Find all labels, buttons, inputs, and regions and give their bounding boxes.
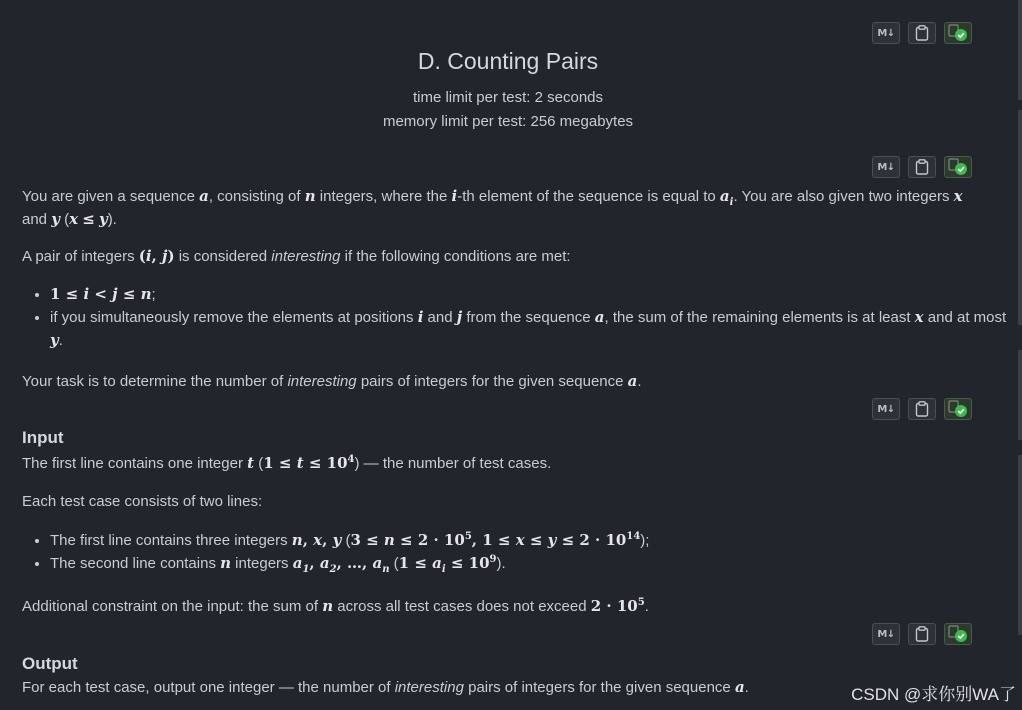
- clipboard-icon: [915, 159, 929, 175]
- check-badge-icon: [948, 24, 968, 42]
- input-paragraph: Each test case consists of two lines:: [22, 493, 263, 510]
- input-heading: Input: [22, 428, 64, 447]
- statement-paragraph: A pair of integers (i, j) is considered interesting if the following conditions are met:: [22, 247, 571, 265]
- markdown-button[interactable]: M↓: [872, 623, 900, 645]
- copy-button[interactable]: [908, 156, 936, 178]
- markdown-button[interactable]: M↓: [872, 398, 900, 420]
- check-badge-icon: [948, 625, 968, 643]
- list-item: • The second line contains n integers $a_1$, $a_2$, …, $a_n$ $(1 \le a_i \le 10^9)$.: [50, 552, 1010, 575]
- problem-title: D. Counting Pairs: [417, 48, 599, 74]
- input-lines-list: [22, 529, 1010, 575]
- scrollbar-track[interactable]: [1018, 455, 1022, 635]
- statement-paragraph: You are given a sequence a, consisting of n integers, where the i-th element of the sequence is equal to $a_i$. You are also given two integers x and y (x ≤ y).: [22, 187, 963, 228]
- check-badge-icon: [948, 158, 968, 176]
- output-heading: Output: [22, 654, 78, 673]
- checker-button[interactable]: [944, 398, 972, 420]
- scrollbar-track[interactable]: [1018, 350, 1022, 440]
- check-badge-icon: [948, 400, 968, 418]
- markdown-button[interactable]: M↓: [872, 156, 900, 178]
- header-toolbar: [872, 22, 972, 44]
- input-toolbar: [872, 398, 972, 420]
- checker-button[interactable]: [944, 623, 972, 645]
- input-paragraph: The first line contains one integer t $(1 \le t \le 10^4)$ — the number of test cases.: [22, 454, 552, 472]
- list-item: • 1 ≤ i < j ≤ n;: [50, 283, 1010, 306]
- time-limit: time limit per test: 2 seconds: [412, 89, 604, 106]
- input-paragraph: Additional constraint on the input: the sum of n across all test cases does not exceed $2 \cdot 10^5$.: [22, 597, 649, 615]
- list-item: • The first line contains three integers n, x, y ($3 \le n \le 2 \cdot 10^5$, $1 \le x \le y \le 2 \cdot 10^{14}$);: [50, 529, 1010, 552]
- checker-button[interactable]: [944, 22, 972, 44]
- clipboard-icon: [915, 401, 929, 417]
- clipboard-icon: [915, 25, 929, 41]
- checker-button[interactable]: [944, 156, 972, 178]
- scrollbar-track[interactable]: [1018, 110, 1022, 325]
- memory-limit: memory limit per test: 256 megabytes: [382, 113, 634, 130]
- markdown-button[interactable]: M↓: [872, 22, 900, 44]
- list-item: • if you simultaneously remove the elements at positions i and j from the sequence a, the sum of the remaining elements is at least x and at most y.: [50, 306, 1010, 352]
- copy-button[interactable]: [908, 22, 936, 44]
- statement-paragraph: Your task is to determine the number of interesting pairs of integers for the given sequence a.: [22, 372, 642, 390]
- copy-button[interactable]: [908, 623, 936, 645]
- watermark: CSDN @求你别WA了: [851, 685, 1016, 704]
- conditions-list: [22, 283, 1010, 352]
- output-toolbar: [872, 623, 972, 645]
- clipboard-icon: [915, 626, 929, 642]
- statement-toolbar: [872, 156, 972, 178]
- copy-button[interactable]: [908, 398, 936, 420]
- output-paragraph: For each test case, output one integer — the number of interesting pairs of integers for the given sequence a.: [22, 678, 749, 696]
- scrollbar-track[interactable]: [1018, 0, 1022, 100]
